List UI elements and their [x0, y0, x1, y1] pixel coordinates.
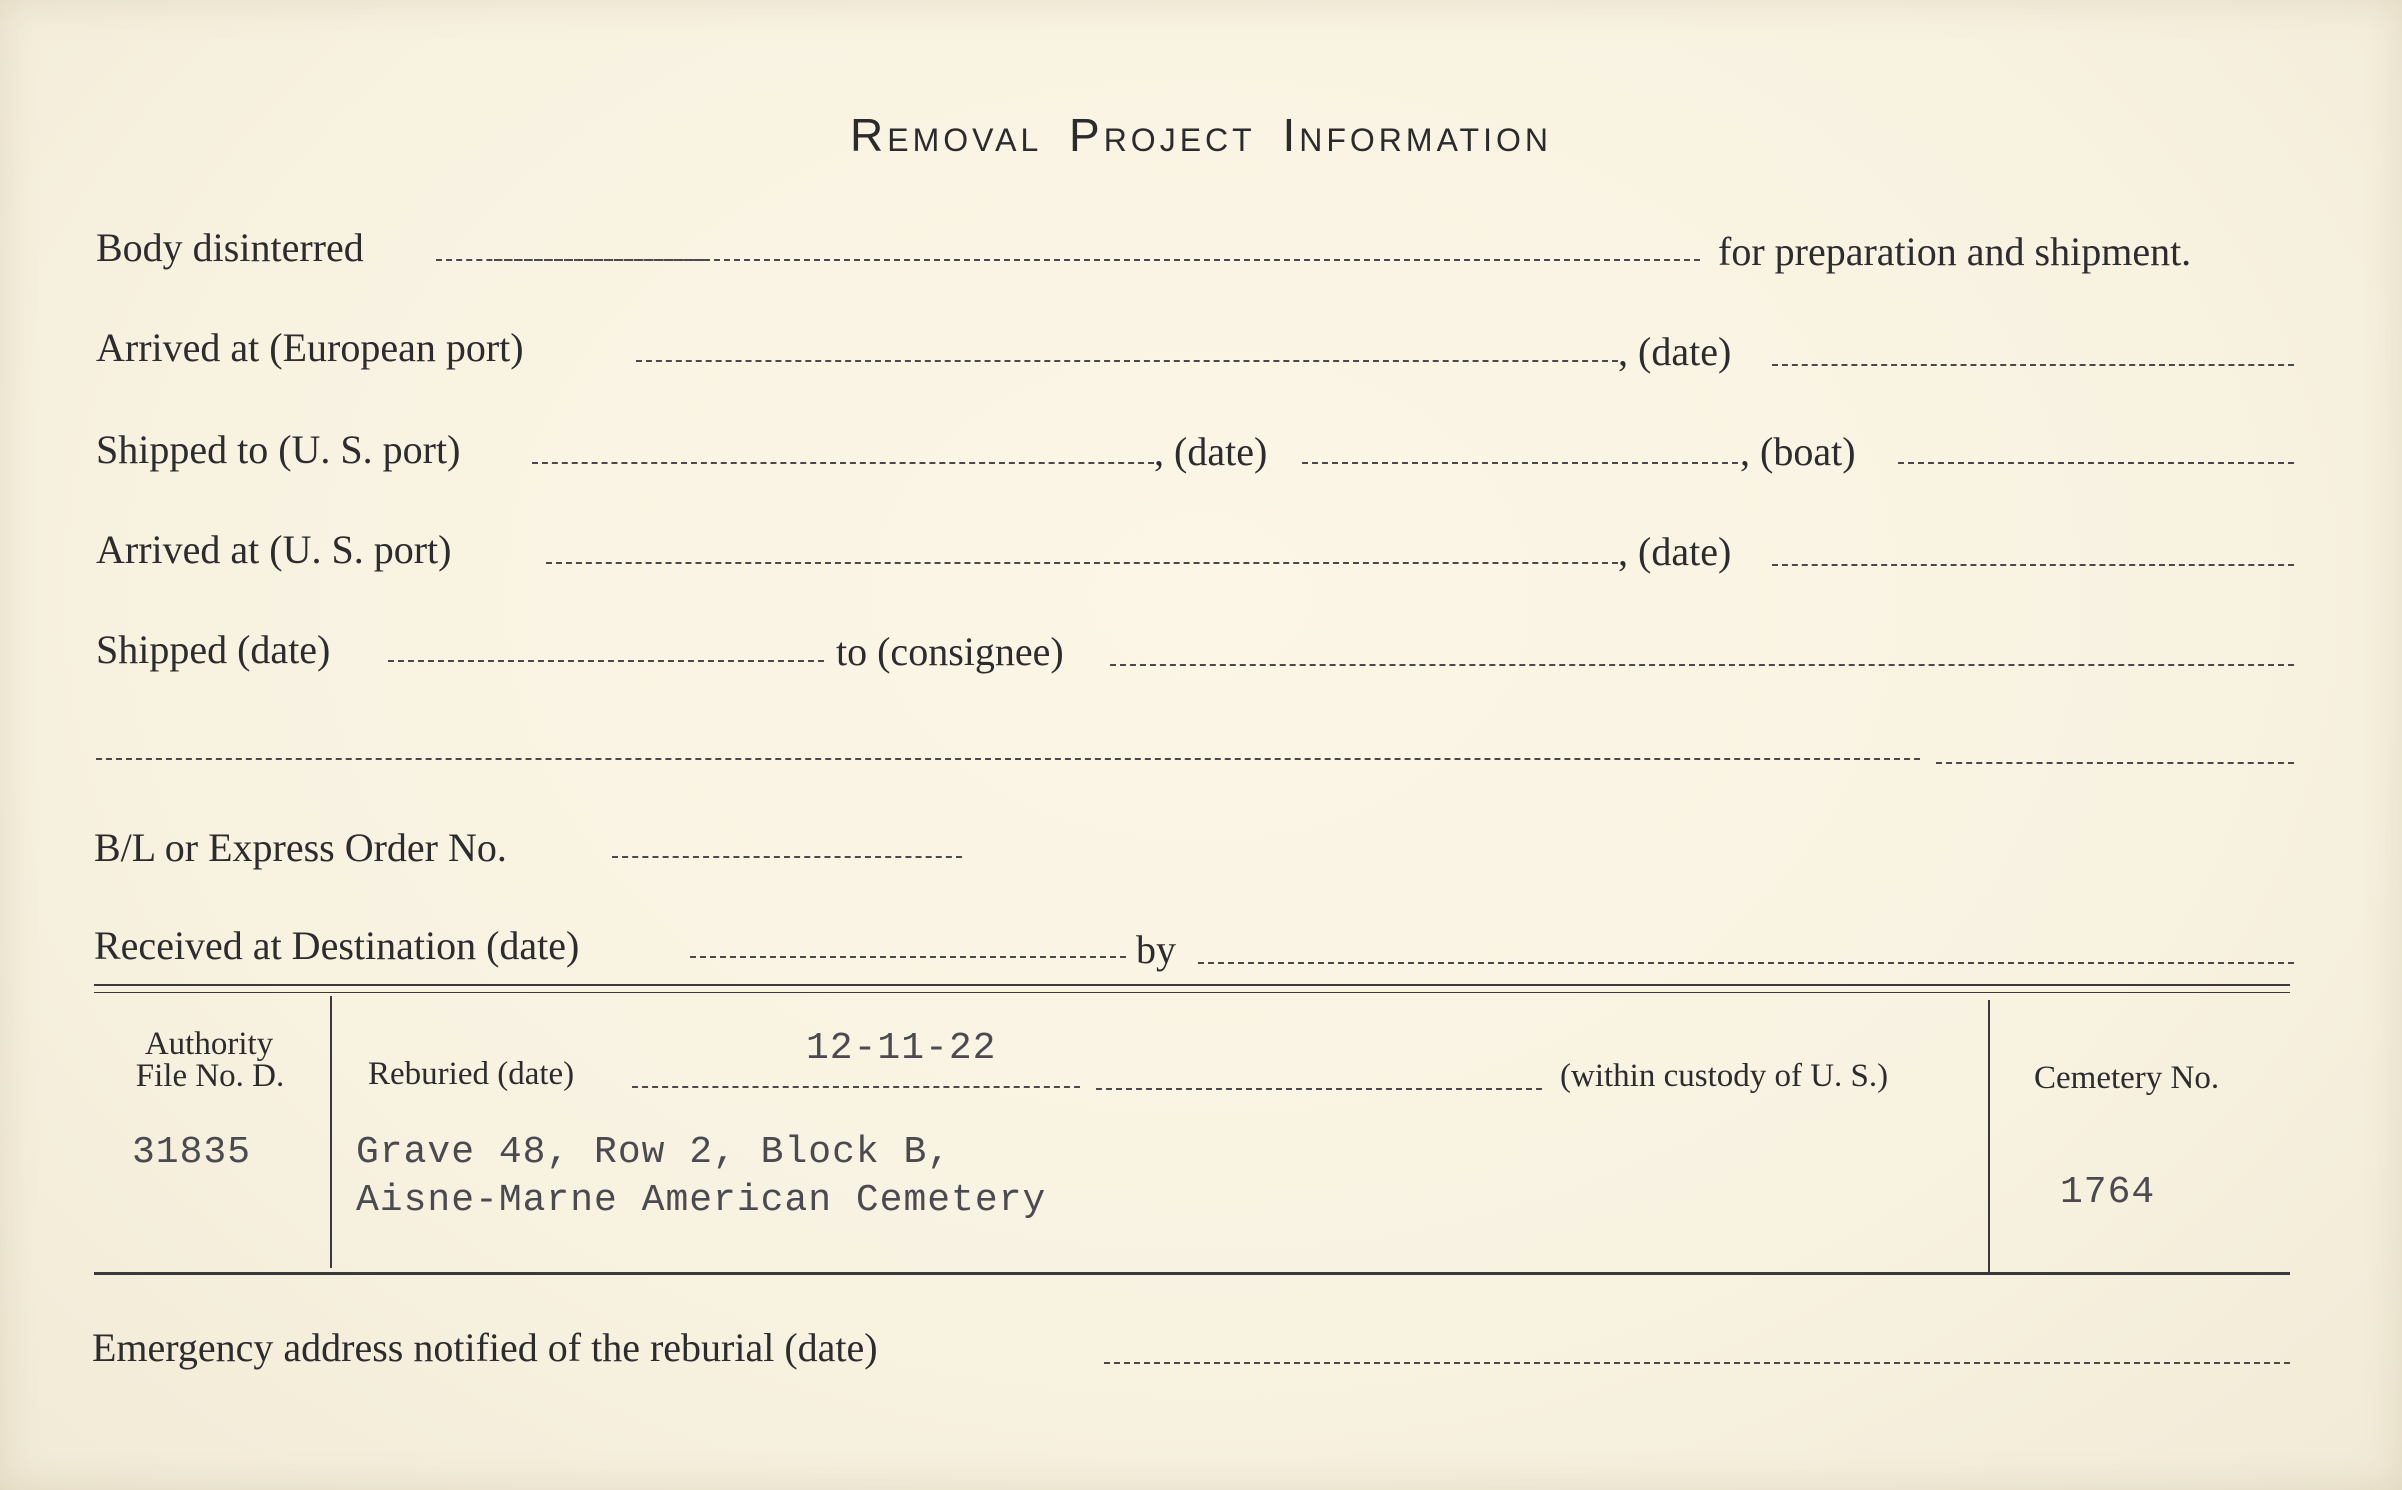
arrived-european-line [636, 360, 1618, 362]
received-destination-line [690, 956, 1126, 958]
by-label: by [1136, 927, 1176, 972]
reburied-date: 12-11-22 [806, 1027, 997, 1070]
table-top-rule [94, 984, 2290, 986]
arrived-european-label: Arrived at (European port) [96, 325, 524, 370]
file-number: 31835 [132, 1131, 252, 1174]
arrived-us-line [546, 562, 1618, 564]
grave-location-line2: Aisne-Marne American Cemetery [356, 1179, 1047, 1222]
shipped-to-us-date-label: , (date) [1154, 429, 1268, 474]
consignee-line [1110, 664, 2294, 666]
received-by-line [1198, 962, 2294, 964]
continuation-line-2 [1936, 762, 2294, 764]
body-disinterred-line-2 [494, 259, 1700, 261]
arrived-european-date-label: , (date) [1618, 329, 1732, 374]
shipped-date-label: Shipped (date) [96, 627, 331, 672]
boat-label: , (boat) [1740, 429, 1856, 474]
custody-label: (within custody of U. S.) [1560, 1058, 1889, 1094]
table-divider-left [330, 996, 332, 1268]
arrived-us-label: Arrived at (U. S. port) [96, 527, 452, 572]
reburied-date-line [632, 1086, 1080, 1088]
for-preparation-label: for preparation and shipment. [1718, 229, 2192, 274]
reburied-label: Reburied (date) [368, 1056, 575, 1092]
cemetery-no-label: Cemetery No. [2034, 1060, 2220, 1096]
emergency-address-line [1104, 1362, 2290, 1364]
shipped-to-us-line [532, 462, 1154, 464]
arrived-european-date-line [1772, 364, 2294, 366]
bl-order-line [612, 856, 962, 858]
form-title: Removal Project Information [850, 109, 1552, 161]
file-no-label: File No. D. [135, 1058, 285, 1094]
emergency-address-label: Emergency address notified of the reburial (date) [92, 1325, 878, 1370]
body-disinterred-label: Body disinterred [96, 225, 364, 270]
continuation-line [96, 758, 1920, 760]
cemetery-number: 1764 [2060, 1171, 2156, 1214]
reburied-date-line-3 [1096, 1088, 1542, 1090]
bl-order-label: B/L or Express Order No. [94, 825, 507, 870]
shipped-to-us-date-line [1302, 462, 1738, 464]
grave-location-line1: Grave 48, Row 2, Block B, [356, 1131, 952, 1174]
shipped-to-us-label: Shipped to (U. S. port) [96, 427, 461, 472]
arrived-us-date-label: , (date) [1618, 529, 1732, 574]
shipped-date-line [388, 660, 824, 662]
arrived-us-date-line [1772, 564, 2294, 566]
received-destination-label: Received at Destination (date) [94, 923, 580, 968]
authority-label: Authority [144, 1026, 274, 1062]
boat-line [1898, 462, 2294, 464]
to-consignee-label: to (consignee) [836, 629, 1064, 674]
table-divider-right [1988, 1000, 1990, 1274]
table-bottom-rule [94, 1272, 2290, 1275]
table-top-rule-2 [94, 992, 2290, 993]
